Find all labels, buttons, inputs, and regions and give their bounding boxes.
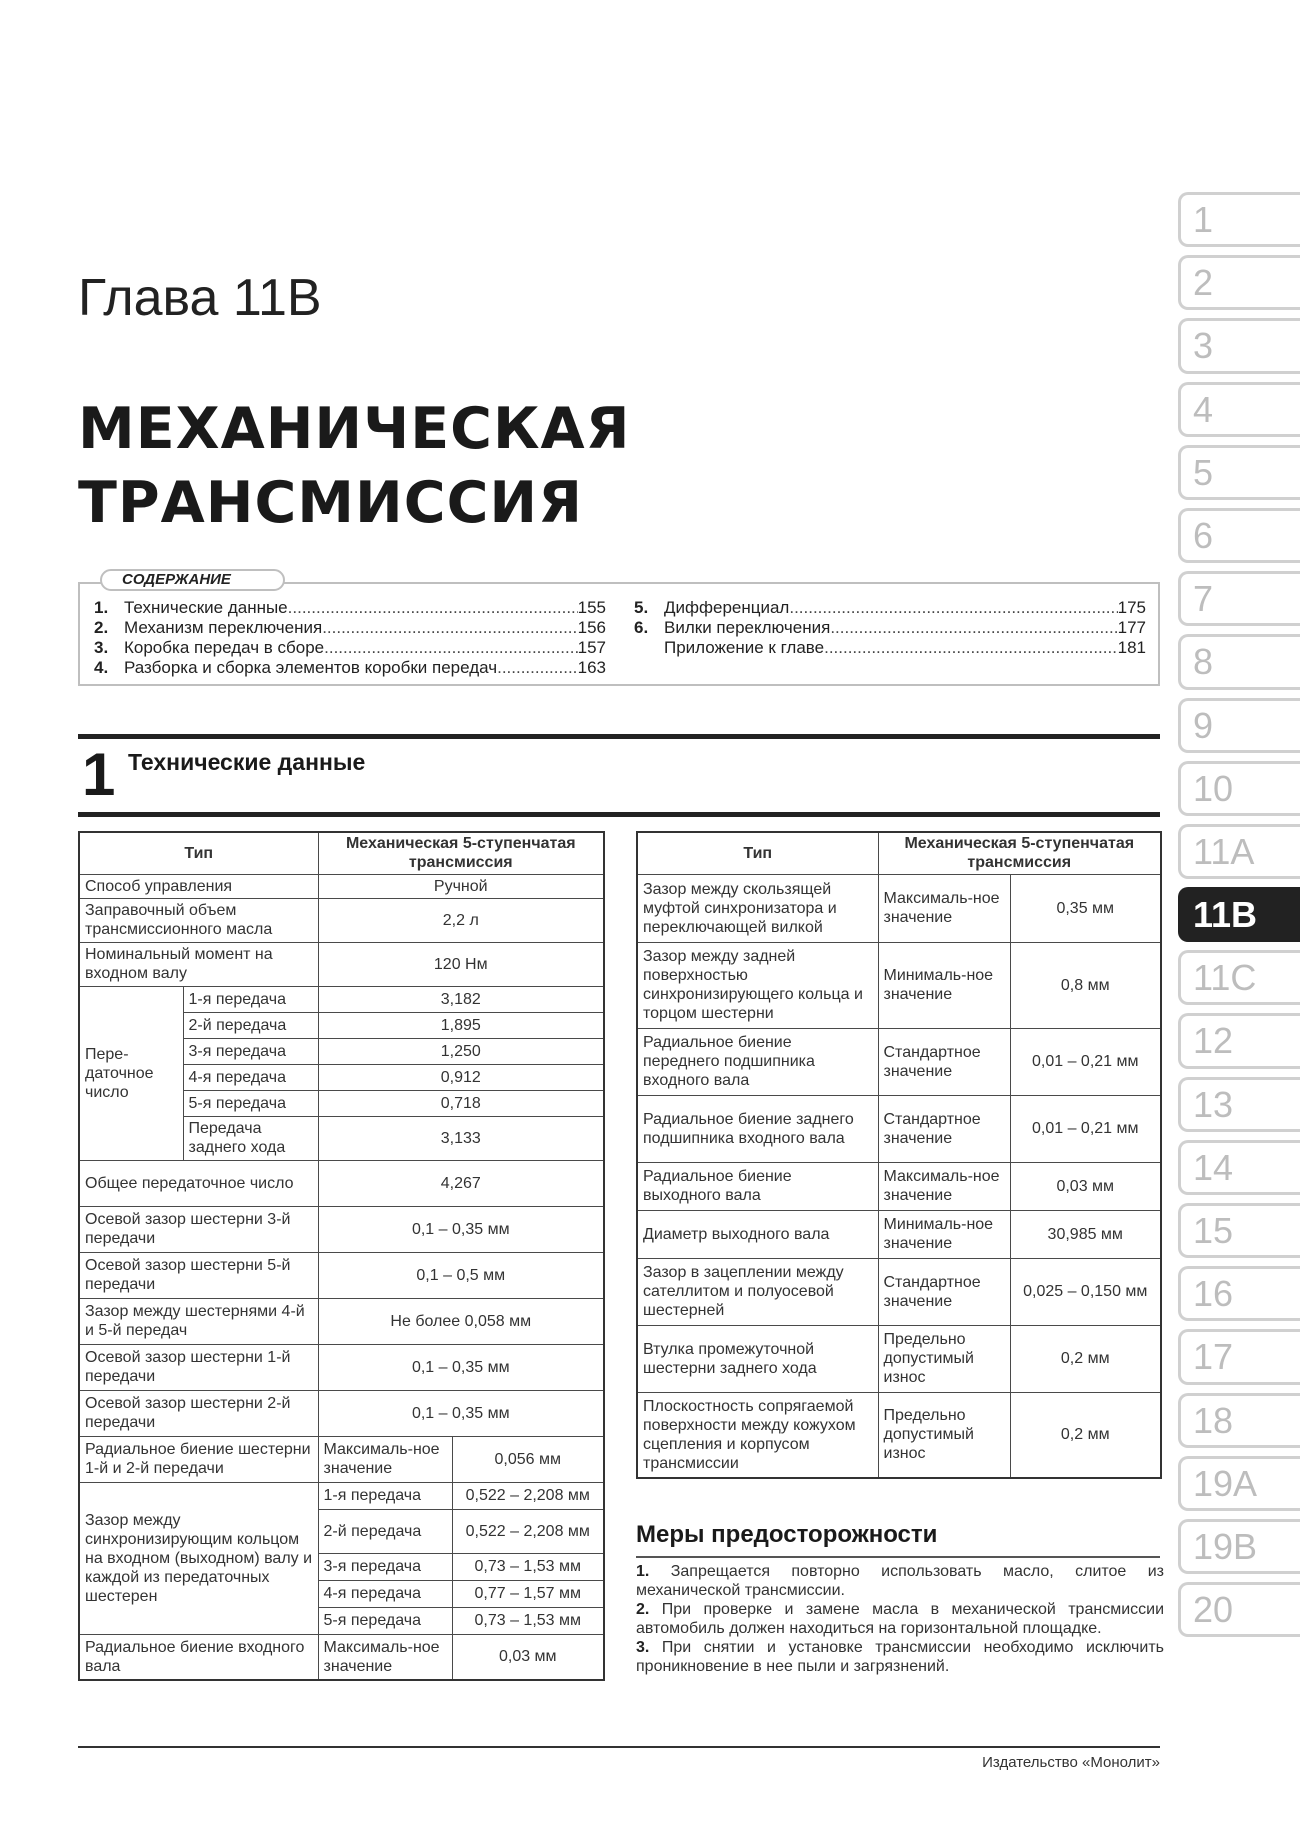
gear-label: Передача заднего хода bbox=[183, 1116, 318, 1160]
chapter-tab-label: 11A bbox=[1178, 824, 1300, 879]
spec-table-right bbox=[636, 831, 1162, 1479]
row-value: 120 Нм bbox=[318, 942, 604, 986]
row-value: 0,2 мм bbox=[1010, 1325, 1161, 1392]
row-label: Радиальное биение шестерни 1-й и 2-й передачи bbox=[79, 1436, 318, 1482]
row-label: Осевой зазор шестерни 1-й передачи bbox=[79, 1344, 318, 1390]
chapter-tab[interactable] bbox=[1178, 1452, 1300, 1515]
title-line-1: МЕХАНИЧЕСКАЯ bbox=[78, 396, 631, 462]
table-row bbox=[637, 1392, 1161, 1478]
table-row bbox=[637, 1095, 1161, 1162]
toc-num: 6. bbox=[634, 618, 649, 637]
chapter-tab[interactable] bbox=[1178, 314, 1300, 377]
toc-label: Приложение к главе bbox=[664, 638, 825, 657]
chapter-label: Глава 11В bbox=[78, 269, 322, 327]
precaution-text: Запрещается повторно использовать масло, слитое из механической трансмиссии. bbox=[636, 1563, 1164, 1599]
chapter-tab-label: 18 bbox=[1178, 1393, 1300, 1448]
chapter-tab[interactable] bbox=[1178, 757, 1300, 820]
toc-num: 4. bbox=[94, 658, 109, 677]
table-row bbox=[79, 874, 604, 898]
row-value: 0,718 bbox=[318, 1090, 604, 1116]
row-label: Радиальное биение переднего подшипника входного вала bbox=[637, 1028, 878, 1095]
table-row bbox=[79, 942, 604, 986]
chapter-tab[interactable] bbox=[1178, 251, 1300, 314]
row-kind: Максималь-ное значение bbox=[878, 874, 1010, 942]
table-row bbox=[637, 1210, 1161, 1258]
row-value: 0,03 мм bbox=[452, 1634, 604, 1680]
table-row bbox=[79, 1344, 604, 1390]
title-line-2: ТРАНСМИССИЯ bbox=[78, 470, 583, 536]
row-label: Общее передаточное число bbox=[79, 1160, 318, 1206]
row-value: 0,77 – 1,57 мм bbox=[452, 1580, 604, 1607]
row-value: 3,182 bbox=[318, 986, 604, 1012]
row-kind: Максималь-ное значение bbox=[318, 1436, 452, 1482]
row-value: 0,522 – 2,208 мм bbox=[452, 1482, 604, 1509]
row-value: 0,01 – 0,21 мм bbox=[1010, 1095, 1161, 1162]
chapter-tab[interactable] bbox=[1178, 1199, 1300, 1262]
row-value: 0,522 – 2,208 мм bbox=[452, 1509, 604, 1553]
sync-group-label: Зазор между синхронизирующим кольцом на входном (выходном) валу и каждой из передаточных шестерен bbox=[79, 1482, 318, 1634]
row-value: 30,985 мм bbox=[1010, 1210, 1161, 1258]
chapter-tab[interactable] bbox=[1178, 946, 1300, 1009]
row-label: Зазор в зацеплении между сателлитом и полуосевой шестерней bbox=[637, 1258, 878, 1325]
chapter-tab-label: 8 bbox=[1178, 634, 1300, 689]
page-title bbox=[78, 392, 631, 540]
precautions-list bbox=[636, 1562, 1164, 1676]
section-title: Технические данные bbox=[128, 749, 366, 775]
row-value: 0,1 – 0,5 мм bbox=[318, 1252, 604, 1298]
chapter-tab-label: 11B bbox=[1178, 887, 1300, 942]
chapter-tab-label: 14 bbox=[1178, 1140, 1300, 1195]
row-value: Не более 0,058 мм bbox=[318, 1298, 604, 1344]
chapter-tab-label: 4 bbox=[1178, 382, 1300, 437]
row-kind: Минималь-ное значение bbox=[878, 1210, 1010, 1258]
chapter-tab[interactable] bbox=[1178, 1389, 1300, 1452]
row-label: Радиальное биение входного вала bbox=[79, 1634, 318, 1680]
chapter-tab-label: 9 bbox=[1178, 698, 1300, 753]
toc-num: 2. bbox=[94, 618, 109, 637]
gear-label: 5-я передача bbox=[183, 1090, 318, 1116]
section-number: 1 bbox=[82, 741, 116, 808]
toc-num: 5. bbox=[634, 598, 649, 617]
table-row bbox=[79, 1252, 604, 1298]
toc-page: 157 bbox=[577, 638, 606, 657]
row-value: 4,267 bbox=[318, 1160, 604, 1206]
toc-label: Технические данные bbox=[124, 598, 288, 617]
chapter-tab-label: 13 bbox=[1178, 1077, 1300, 1132]
toc-page: 163 bbox=[577, 658, 606, 677]
precautions-rule bbox=[636, 1556, 1160, 1558]
toc-page: 175 bbox=[1117, 598, 1146, 617]
header-type: Тип bbox=[637, 832, 878, 874]
row-kind: Стандартное значение bbox=[878, 1028, 1010, 1095]
toc-leader bbox=[324, 638, 578, 658]
chapter-tab[interactable] bbox=[1178, 567, 1300, 630]
table-row bbox=[79, 1634, 604, 1680]
precaution-num: 2. bbox=[636, 1601, 650, 1618]
chapter-tab-label: 19A bbox=[1178, 1456, 1300, 1511]
chapter-tab-label: 16 bbox=[1178, 1266, 1300, 1321]
header-type: Тип bbox=[79, 832, 318, 874]
table-row bbox=[79, 986, 604, 1012]
toc-label: Дифференциал bbox=[664, 598, 790, 617]
row-value: 0,025 – 0,150 мм bbox=[1010, 1258, 1161, 1325]
toc-heading: СОДЕРЖАНИЕ bbox=[100, 569, 285, 591]
chapter-tab-label: 10 bbox=[1178, 761, 1300, 816]
toc-num: 3. bbox=[94, 638, 109, 657]
table-row bbox=[79, 1482, 604, 1509]
chapter-tab[interactable] bbox=[1178, 1262, 1300, 1325]
toc-label: Механизм переключения bbox=[124, 618, 323, 637]
chapter-tab-label: 17 bbox=[1178, 1329, 1300, 1384]
toc-page: 177 bbox=[1117, 618, 1146, 637]
row-label: Заправочный объем трансмиссионного масла bbox=[79, 898, 318, 942]
row-label: Осевой зазор шестерни 5-й передачи bbox=[79, 1252, 318, 1298]
row-label: Осевой зазор шестерни 2-й передачи bbox=[79, 1390, 318, 1436]
toc-page: 181 bbox=[1117, 638, 1146, 657]
table-row bbox=[79, 898, 604, 942]
precaution-text: При снятии и установке трансмиссии необходимо исключить проникновение в нее пыли и загрязнений. bbox=[636, 1639, 1164, 1675]
toc-item[interactable] bbox=[94, 598, 606, 618]
table-header-row bbox=[79, 832, 604, 874]
gear-label: 1-я передача bbox=[318, 1482, 452, 1509]
chapter-tab[interactable] bbox=[1178, 820, 1300, 883]
row-value: 2,2 л bbox=[318, 898, 604, 942]
row-value: 0,01 – 0,21 мм bbox=[1010, 1028, 1161, 1095]
toc-label: Коробка передач в сборе bbox=[124, 638, 325, 657]
gear-label: 2-й передача bbox=[318, 1509, 452, 1553]
toc-leader bbox=[830, 618, 1117, 638]
chapter-tab-label: 3 bbox=[1178, 318, 1300, 373]
row-value: 0,912 bbox=[318, 1064, 604, 1090]
gear-label: 1-я передача bbox=[183, 986, 318, 1012]
row-kind: Предельно допустимый износ bbox=[878, 1325, 1010, 1392]
row-label: Зазор между задней поверхностью синхронизирующего кольца и торцом шестерни bbox=[637, 942, 878, 1028]
row-label: Номинальный момент на входном валу bbox=[79, 942, 318, 986]
table-row bbox=[637, 1028, 1161, 1095]
chapter-tab[interactable] bbox=[1178, 1325, 1300, 1388]
toc-item[interactable] bbox=[634, 638, 1146, 658]
table-row bbox=[79, 1298, 604, 1344]
chapter-tab-label: 5 bbox=[1178, 445, 1300, 500]
row-label: Осевой зазор шестерни 3-й передачи bbox=[79, 1206, 318, 1252]
table-row bbox=[637, 1325, 1161, 1392]
row-kind: Стандартное значение bbox=[878, 1095, 1010, 1162]
precaution-item bbox=[636, 1600, 1164, 1638]
row-value: 1,250 bbox=[318, 1038, 604, 1064]
precautions-title: Меры предосторожности bbox=[636, 1521, 938, 1548]
spec-table-left bbox=[78, 831, 605, 1681]
chapter-tab[interactable] bbox=[1178, 1009, 1300, 1072]
table-row bbox=[637, 942, 1161, 1028]
row-value: 0,1 – 0,35 мм bbox=[318, 1344, 604, 1390]
header-value: Механическая 5-ступенчатая трансмиссия bbox=[878, 832, 1161, 874]
row-label: Диаметр выходного вала bbox=[637, 1210, 878, 1258]
chapter-tab-label: 2 bbox=[1178, 255, 1300, 310]
chapter-tab-label: 11C bbox=[1178, 950, 1300, 1005]
gear-label: 5-я передача bbox=[318, 1607, 452, 1634]
table-header-row bbox=[637, 832, 1161, 874]
toc-leader bbox=[497, 658, 578, 678]
precaution-item bbox=[636, 1638, 1164, 1676]
toc-leader bbox=[322, 618, 577, 638]
toc-item[interactable] bbox=[94, 638, 606, 658]
chapter-tab[interactable] bbox=[1178, 1073, 1300, 1136]
row-value: 0,03 мм bbox=[1010, 1162, 1161, 1210]
row-kind: Минималь-ное значение bbox=[878, 942, 1010, 1028]
precaution-num: 3. bbox=[636, 1639, 650, 1656]
chapter-tab[interactable] bbox=[1178, 504, 1300, 567]
chapter-tab-label: 7 bbox=[1178, 571, 1300, 626]
row-value: 0,1 – 0,35 мм bbox=[318, 1206, 604, 1252]
row-value: Ручной bbox=[318, 874, 604, 898]
row-value: 0,73 – 1,53 мм bbox=[452, 1607, 604, 1634]
chapter-tab[interactable] bbox=[1178, 630, 1300, 693]
row-kind: Максималь-ное значение bbox=[318, 1634, 452, 1680]
row-label: Втулка промежуточной шестерни заднего хода bbox=[637, 1325, 878, 1392]
precaution-num: 1. bbox=[636, 1563, 650, 1580]
chapter-tab[interactable] bbox=[1178, 883, 1300, 946]
row-value: 0,8 мм bbox=[1010, 942, 1161, 1028]
row-value: 0,056 мм bbox=[452, 1436, 604, 1482]
section-rule-bottom bbox=[78, 812, 1160, 817]
row-value: 0,1 – 0,35 мм bbox=[318, 1390, 604, 1436]
chapter-tab[interactable] bbox=[1178, 1136, 1300, 1199]
toc-leader bbox=[288, 598, 578, 618]
table-row bbox=[637, 874, 1161, 942]
row-label: Радиальное биение заднего подшипника входного вала bbox=[637, 1095, 878, 1162]
chapter-tab-label: 15 bbox=[1178, 1203, 1300, 1258]
toc-leader bbox=[789, 598, 1117, 618]
chapter-tab[interactable] bbox=[1178, 188, 1300, 251]
gear-label: 4-я передача bbox=[318, 1580, 452, 1607]
table-row bbox=[637, 1162, 1161, 1210]
row-label: Радиальное биение выходного вала bbox=[637, 1162, 878, 1210]
gear-label: 3-я передача bbox=[318, 1553, 452, 1580]
toc-right-column bbox=[634, 598, 1146, 658]
chapter-tab[interactable] bbox=[1178, 1578, 1300, 1641]
row-kind: Стандартное значение bbox=[878, 1258, 1010, 1325]
toc-num: 1. bbox=[94, 598, 109, 617]
footer-rule bbox=[78, 1746, 1160, 1748]
row-value: 0,2 мм bbox=[1010, 1392, 1161, 1478]
row-label: Зазор между скользящей муфтой синхронизатора и переключающей вилкой bbox=[637, 874, 878, 942]
precaution-text: При проверке и замене масла в механической трансмиссии автомобиль должен находиться на горизонтальной площадке. bbox=[636, 1601, 1165, 1637]
table-row bbox=[637, 1258, 1161, 1325]
chapter-tab-label: 19B bbox=[1178, 1519, 1300, 1574]
chapter-tab[interactable] bbox=[1178, 1515, 1300, 1578]
row-value: 1,895 bbox=[318, 1012, 604, 1038]
gear-label: 4-я передача bbox=[183, 1064, 318, 1090]
header-value: Механическая 5-ступенчатая трансмиссия bbox=[318, 832, 604, 874]
row-label: Зазор между шестернями 4-й и 5-й передач bbox=[79, 1298, 318, 1344]
chapter-tab[interactable] bbox=[1178, 378, 1300, 441]
toc-page: 156 bbox=[577, 618, 606, 637]
gear-label: 3-я передача bbox=[183, 1038, 318, 1064]
toc-item[interactable] bbox=[94, 618, 606, 638]
chapter-tabs bbox=[1178, 188, 1300, 1641]
precaution-item bbox=[636, 1562, 1164, 1600]
row-kind: Максималь-ное значение bbox=[878, 1162, 1010, 1210]
chapter-tab-label: 1 bbox=[1178, 192, 1300, 247]
row-value: 3,133 bbox=[318, 1116, 604, 1160]
row-label: Плоскостность сопрягаемой поверхности между кожухом сцепления и корпусом трансмиссии bbox=[637, 1392, 878, 1478]
toc-item[interactable] bbox=[634, 618, 1146, 638]
chapter-tab-label: 6 bbox=[1178, 508, 1300, 563]
table-row bbox=[79, 1390, 604, 1436]
toc-item[interactable] bbox=[94, 658, 606, 678]
chapter-tab[interactable] bbox=[1178, 694, 1300, 757]
ratio-group-label: Пере-даточное число bbox=[79, 986, 183, 1160]
row-kind: Предельно допустимый износ bbox=[878, 1392, 1010, 1478]
row-value: 0,35 мм bbox=[1010, 874, 1161, 942]
chapter-tab[interactable] bbox=[1178, 441, 1300, 504]
table-row bbox=[79, 1206, 604, 1252]
publisher-label: Издательство «Монолит» bbox=[982, 1754, 1160, 1771]
toc-page: 155 bbox=[577, 598, 606, 617]
table-row bbox=[79, 1436, 604, 1482]
chapter-tab-label: 12 bbox=[1178, 1013, 1300, 1068]
table-row bbox=[79, 1160, 604, 1206]
gear-label: 2-й передача bbox=[183, 1012, 318, 1038]
toc-left-column bbox=[94, 598, 606, 678]
row-value: 0,73 – 1,53 мм bbox=[452, 1553, 604, 1580]
toc-leader bbox=[824, 638, 1118, 658]
row-label: Способ управления bbox=[79, 874, 318, 898]
section-rule-top bbox=[78, 734, 1160, 739]
toc-label: Разборка и сборка элементов коробки передач bbox=[124, 658, 498, 677]
toc-label: Вилки переключения bbox=[664, 618, 831, 637]
toc-item[interactable] bbox=[634, 598, 1146, 618]
chapter-tab-label: 20 bbox=[1178, 1582, 1300, 1637]
